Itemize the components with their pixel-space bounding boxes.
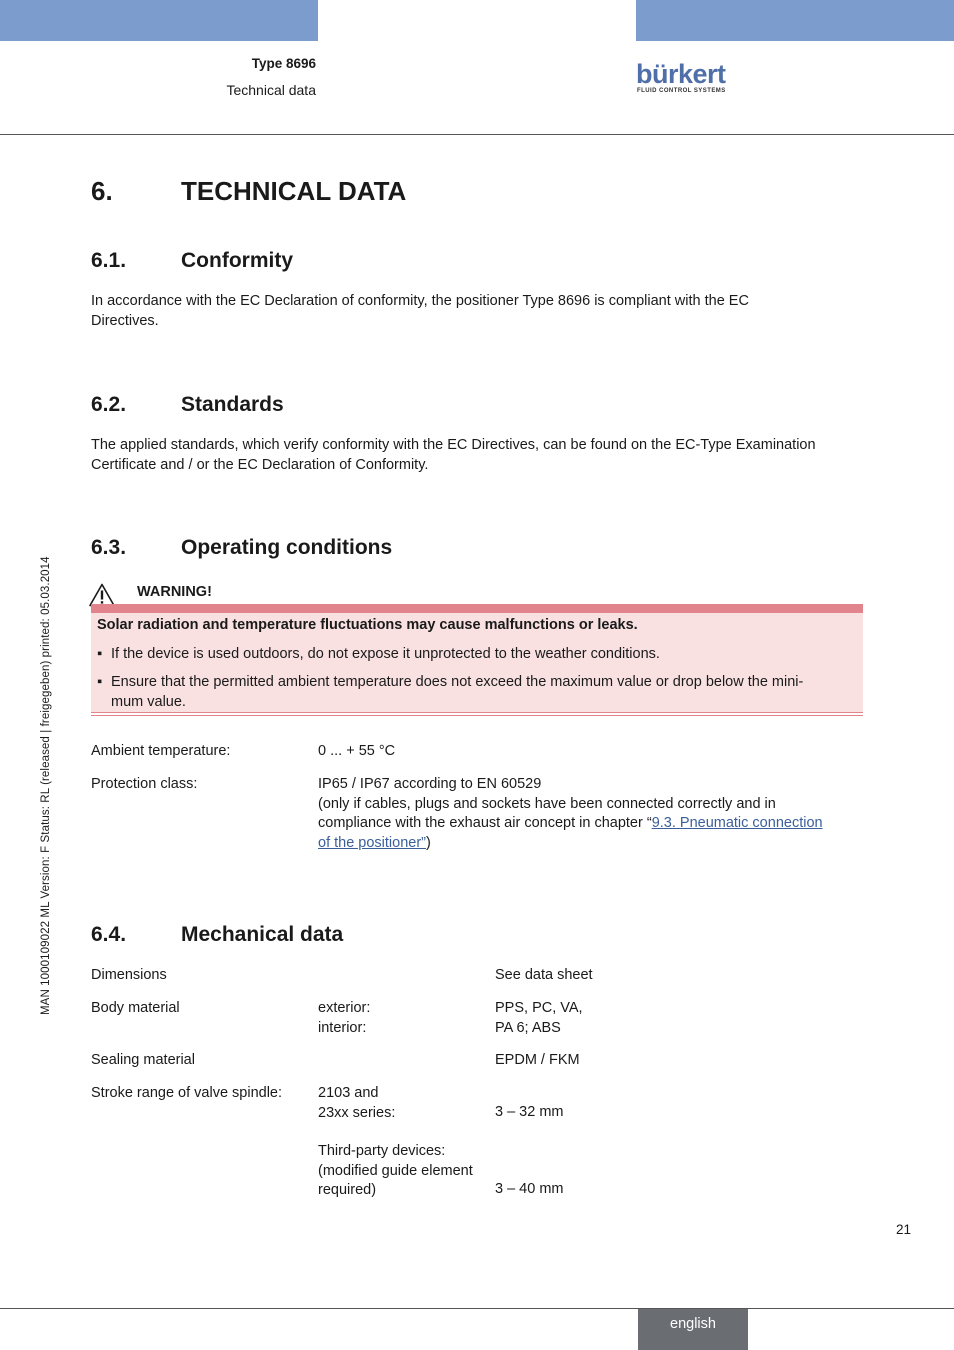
body-interior-value: PA 6; ABS [495, 1019, 561, 1036]
document-subtitle: Technical data [226, 82, 316, 98]
logo-tagline: FLUID CONTROL SYSTEMS [637, 88, 726, 94]
body-material-values [495, 999, 583, 1038]
third-party-line: (modified guide element [318, 1162, 473, 1179]
pneumatic-connection-link[interactable]: 9.3. Pneumatic connection [651, 815, 823, 831]
paragraph-line: Directives. [91, 312, 159, 329]
protection-line: IP65 / IP67 according to EN 60529 [318, 776, 542, 792]
stroke-series-text [318, 1084, 395, 1123]
paragraph-line: Certificate and / or the EC Declaration of Conformity. [91, 456, 429, 473]
protection-class-value [318, 775, 823, 853]
third-party-text [318, 1142, 473, 1201]
protection-line: (only if cables, plugs and sockets have been connected correctly and in [318, 795, 776, 812]
body-interior-label: interior: [318, 1019, 367, 1036]
sealing-material-label: Sealing material [91, 1052, 195, 1068]
logo-wordmark: bürkert [636, 59, 726, 89]
chapter-number: 6. [91, 176, 113, 206]
protection-line-suffix: ) [426, 834, 431, 851]
body-material-label: Body material [91, 1000, 180, 1016]
third-party-line: required) [318, 1182, 377, 1198]
dimensions-label: Dimensions [91, 967, 167, 983]
page-number: 21 [896, 1222, 912, 1237]
language-tab: english [638, 1309, 748, 1350]
section-number: 6.1. [91, 249, 127, 272]
warning-header-bar [91, 604, 863, 613]
protection-line-prefix: compliance with the exhaust air concept in chapter “ [318, 815, 652, 831]
section-title: Standards [181, 393, 284, 416]
document-version-sidebar: MAN 1000109022 ML Version: F Status: RL (released | freigegeben) printed: 05.03.2014 [40, 556, 52, 1015]
section-title: Conformity [181, 249, 293, 272]
body-exterior-value: PPS, PC, VA, [495, 1000, 583, 1016]
warning-headline: Solar radiation and temperature fluctuations may cause malfunctions or leaks. [97, 617, 638, 633]
paragraph-line: The applied standards, which verify conformity with the EC Directives, can be found on the EC-Type Examination [91, 437, 816, 453]
warning-bottom-line [91, 712, 863, 713]
section-number: 6.3. [91, 536, 127, 559]
protection-line [318, 834, 823, 854]
header-bar-left [0, 0, 318, 41]
bullet-text: If the device is used outdoors, do not expose it unprotected to the weather conditions. [111, 646, 660, 662]
warning-bottom-line [91, 715, 863, 716]
ambient-temperature-value: 0 ... + 55 °C [318, 743, 396, 759]
pneumatic-connection-link-cont[interactable]: of the positioner” [318, 834, 427, 851]
footer-divider [0, 1308, 954, 1309]
sealing-material-value: EPDM / FKM [495, 1052, 580, 1068]
header-bar-right [636, 0, 954, 41]
body-material-parts [318, 999, 370, 1038]
burkert-logo [636, 57, 736, 99]
bullet-text-line: mum value. [111, 693, 186, 710]
warning-label: WARNING! [137, 584, 212, 600]
body-exterior-label: exterior: [318, 1000, 371, 1016]
stroke-series-value: 3 – 32 mm [495, 1104, 564, 1120]
bullet-marker: ▪ [97, 674, 103, 690]
header-divider [0, 134, 954, 135]
document-type-label: Type 8696 [251, 56, 316, 71]
chapter-title: TECHNICAL DATA [181, 176, 407, 206]
stroke-series-line: 2103 and [318, 1085, 379, 1101]
standards-paragraph [91, 436, 863, 475]
third-party-value: 3 – 40 mm [495, 1181, 564, 1197]
stroke-range-label: Stroke range of valve spindle: [91, 1085, 283, 1101]
third-party-line: Third-party devices: [318, 1143, 446, 1159]
bullet-text-line: Ensure that the permitted ambient temperature does not exceed the maximum value or drop below the mini- [111, 674, 804, 690]
protection-class-label: Protection class: [91, 776, 198, 792]
dimensions-value: See data sheet [495, 967, 593, 983]
bullet-marker: ▪ [97, 646, 103, 662]
section-number: 6.4. [91, 923, 127, 946]
section-title: Operating conditions [181, 536, 393, 559]
ambient-temperature-label: Ambient temperature: [91, 743, 231, 759]
stroke-series-line: 23xx series: [318, 1104, 396, 1121]
section-number: 6.2. [91, 393, 127, 416]
section-title: Mechanical data [181, 923, 344, 946]
protection-line [318, 814, 823, 834]
conformity-paragraph [91, 292, 863, 331]
paragraph-line: In accordance with the EC Declaration of conformity, the positioner Type 8696 is compliant with the EC [91, 293, 749, 309]
bullet-text [111, 673, 847, 712]
